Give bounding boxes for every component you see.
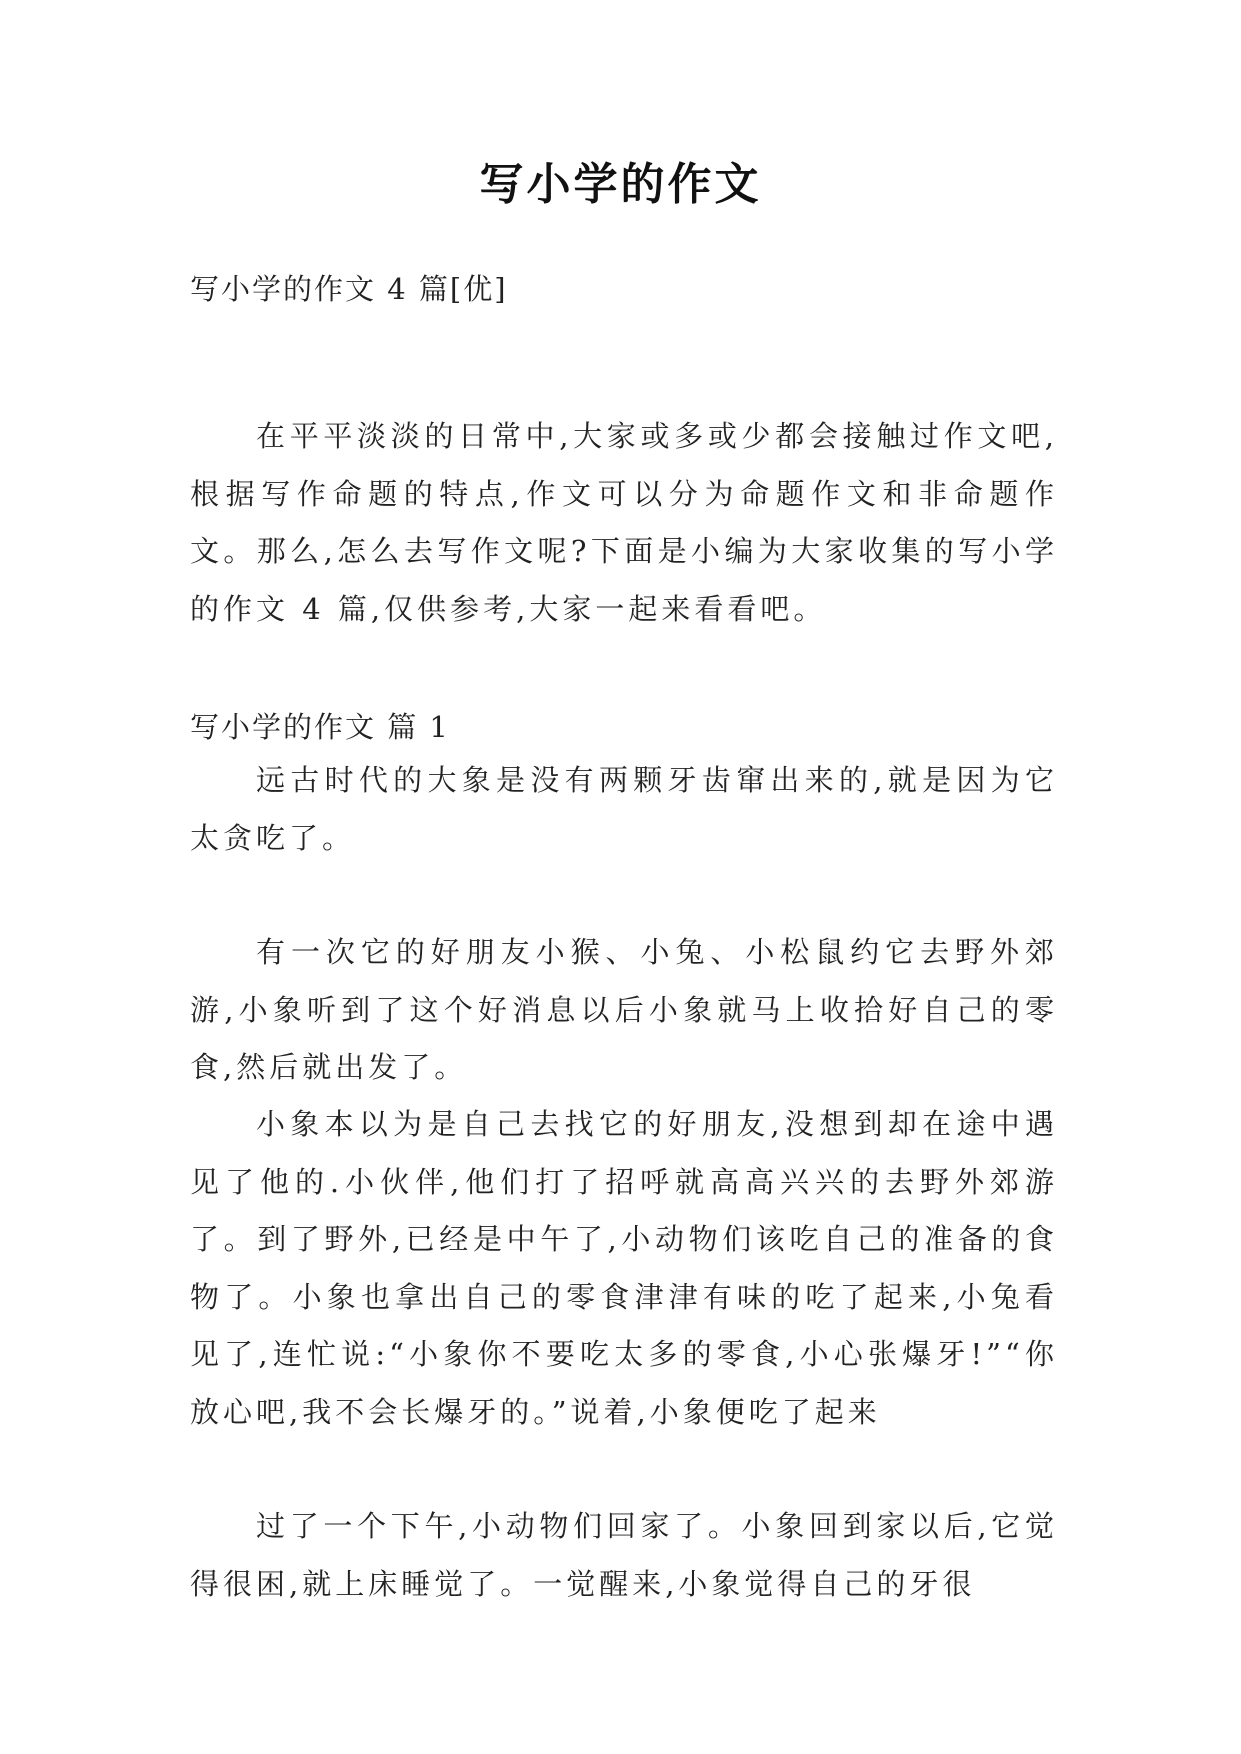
essay-paragraph-1: 远古时代的大象是没有两颗牙齿窜出来的,就是因为它太贪吃了。 bbox=[190, 763, 1058, 855]
section-heading: 写小学的作文 篇 1 bbox=[190, 710, 450, 744]
essay-paragraph-3: 小象本以为是自己去找它的好朋友,没想到却在途中遇见了他的.小伙伴,他们打了招呼就高高兴兴的去野外郊游了。到了野外,已经是中午了,小动物们该吃自己的准备的食物了。小象也拿出自己的零食津津有味的吃了起来,小兔看见了,连忙说:“小象你不要吃太多的零食,小心张爆牙!”“你放心吧,我不会长爆牙的。”说着,小象便吃了起来 bbox=[190, 1107, 1058, 1429]
page-title: 写小学的作文 bbox=[479, 159, 762, 210]
essay-paragraph-4: 过了一个下午,小动物们回家了。小象回到家以后,它觉得很困,就上床睡觉了。一觉醒来,小象觉得自己的牙很 bbox=[190, 1509, 1058, 1601]
intro-paragraph: 在平平淡淡的日常中,大家或多或少都会接触过作文吧,根据写作命题的特点,作文可以分为命题作文和非命题作文。那么,怎么去写作文呢?下面是小编为大家收集的写小学的作文 4 篇,仅供参考,大家一起来看看吧。 bbox=[190, 419, 1058, 626]
document-subtitle: 写小学的作文 4 篇[优] bbox=[190, 272, 508, 306]
essay-paragraph-2: 有一次它的好朋友小猴、小兔、小松鼠约它去野外郊游,小象听到了这个好消息以后小象就马上收拾好自己的零食,然后就出发了。 bbox=[190, 935, 1058, 1084]
